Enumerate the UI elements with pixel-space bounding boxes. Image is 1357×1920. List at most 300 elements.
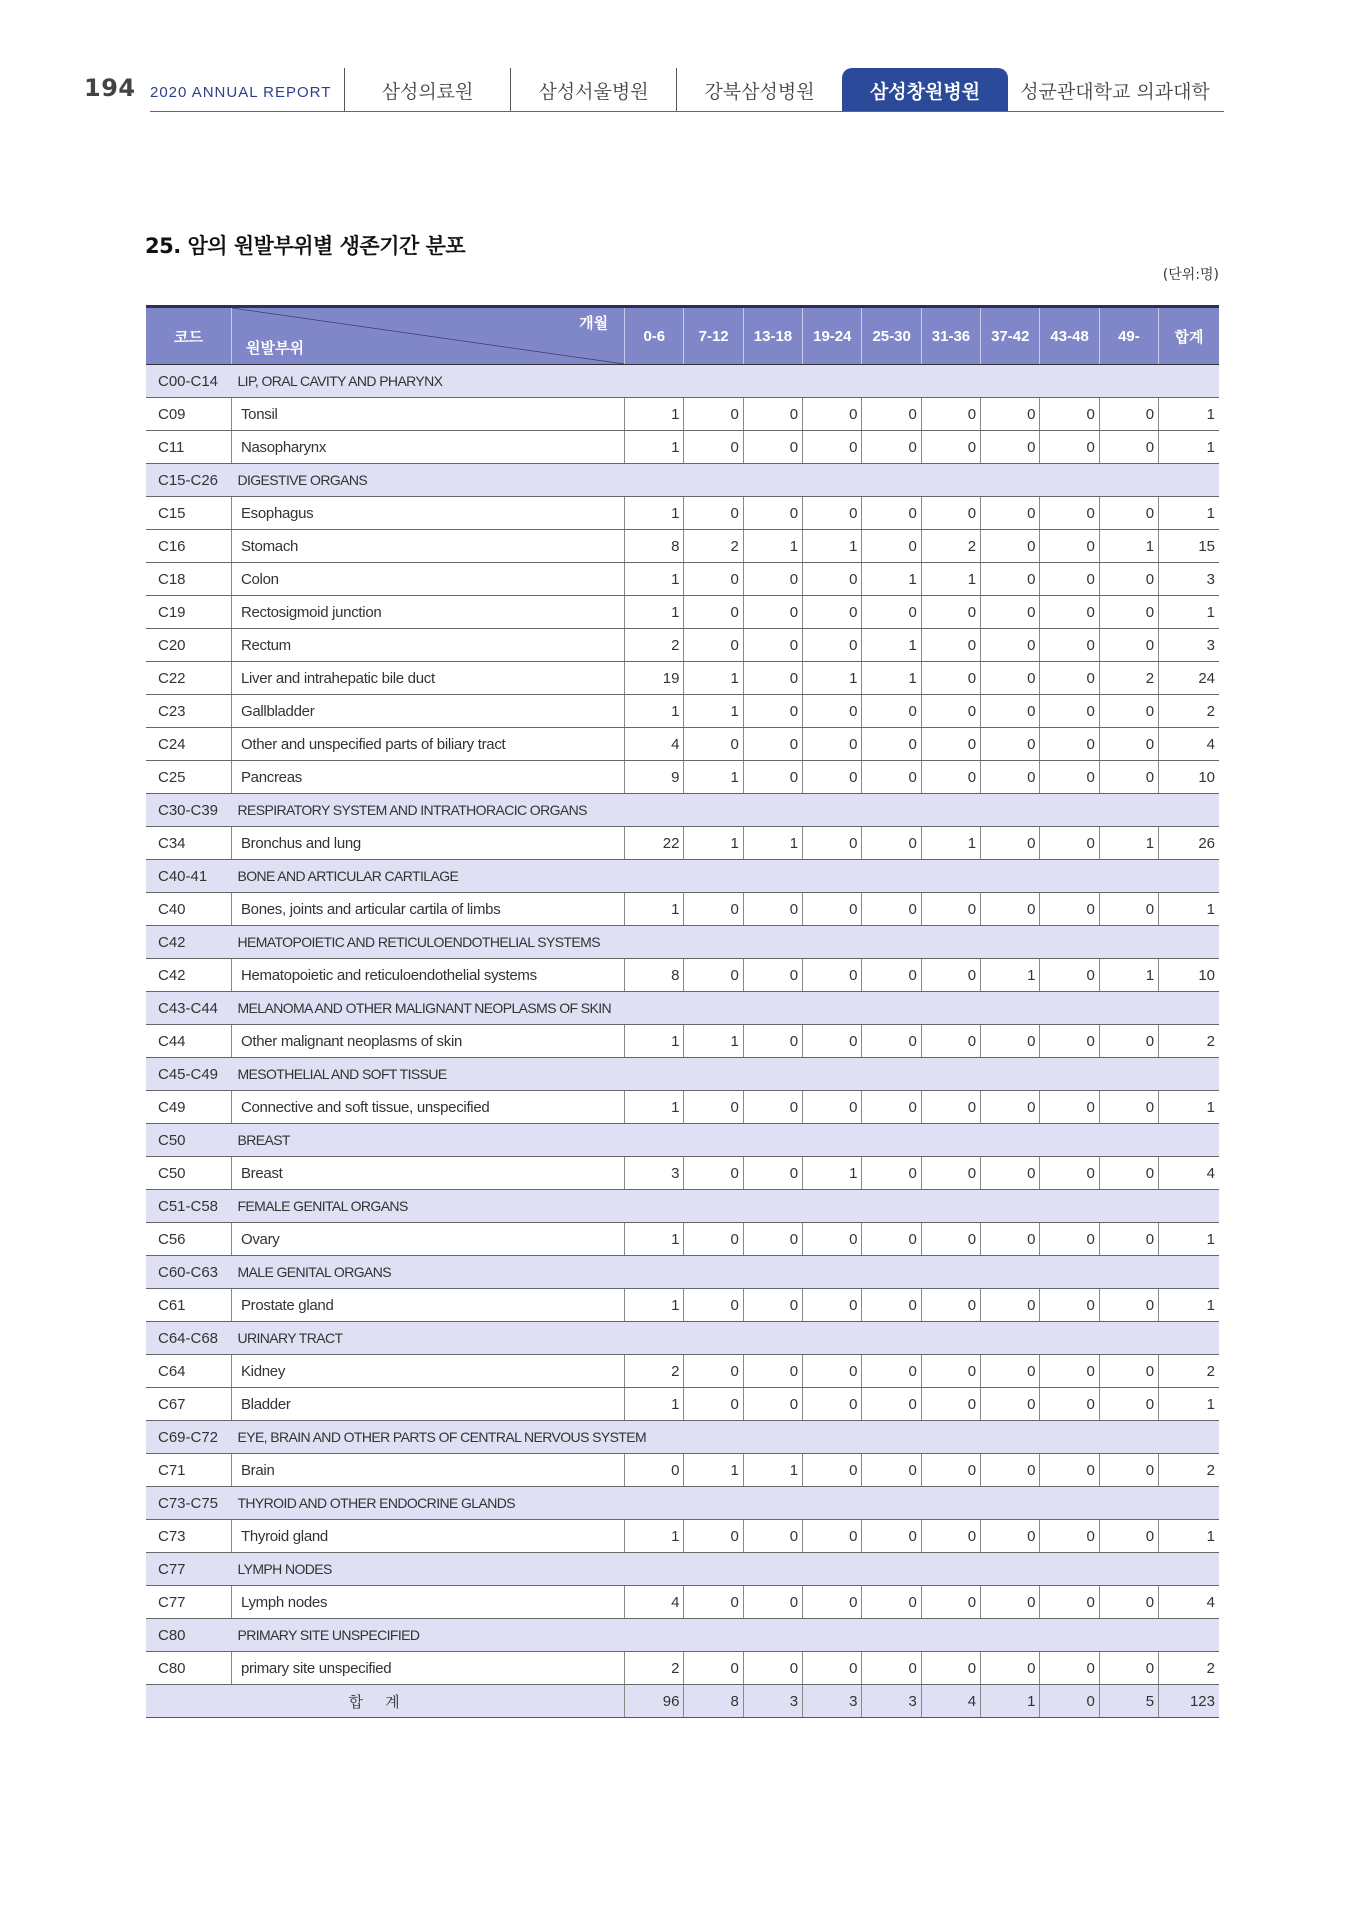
row-total-cell: 10	[1159, 761, 1219, 794]
count-cell: 0	[981, 1652, 1040, 1685]
count-cell: 8	[625, 530, 684, 563]
count-cell: 0	[743, 1586, 802, 1619]
row-total-cell: 1	[1159, 497, 1219, 530]
count-cell: 0	[743, 497, 802, 530]
count-cell: 0	[684, 398, 743, 431]
count-cell: 0	[803, 1652, 862, 1685]
count-cell: 2	[625, 1652, 684, 1685]
site-code: C09	[146, 398, 231, 431]
site-code: C42	[146, 959, 231, 992]
site-name: Prostate gland	[231, 1289, 624, 1322]
table-row	[146, 1025, 1219, 1058]
table-row	[146, 662, 1219, 695]
survival-table	[146, 305, 1219, 1718]
count-cell: 0	[1040, 1586, 1099, 1619]
count-cell: 1	[625, 563, 684, 596]
count-cell: 1	[803, 530, 862, 563]
count-cell: 0	[743, 563, 802, 596]
row-total-cell: 4	[1159, 1157, 1219, 1190]
group-row	[146, 1058, 1219, 1091]
count-cell: 0	[862, 1520, 921, 1553]
table-row	[146, 1289, 1219, 1322]
count-cell: 0	[743, 662, 802, 695]
count-cell: 0	[743, 1289, 802, 1322]
month-column-header: 37-42	[981, 307, 1040, 365]
count-cell: 0	[743, 1091, 802, 1124]
count-cell: 0	[684, 1355, 743, 1388]
count-cell: 0	[921, 1586, 980, 1619]
count-cell: 1	[684, 662, 743, 695]
nav-tab-1[interactable]: 삼성의료원	[344, 68, 510, 112]
count-cell: 0	[1040, 761, 1099, 794]
row-total-cell: 2	[1159, 1025, 1219, 1058]
total-cell: 0	[1040, 1685, 1099, 1718]
count-cell: 0	[684, 1289, 743, 1322]
count-cell: 1	[1099, 530, 1158, 563]
site-code: C19	[146, 596, 231, 629]
site-code: C16	[146, 530, 231, 563]
count-cell: 0	[981, 728, 1040, 761]
count-cell: 0	[684, 596, 743, 629]
count-cell: 0	[1040, 959, 1099, 992]
row-total-cell: 1	[1159, 1091, 1219, 1124]
count-cell: 0	[981, 1025, 1040, 1058]
count-cell: 0	[1040, 497, 1099, 530]
count-cell: 0	[803, 959, 862, 992]
nav-tab-2[interactable]: 삼성서울병원	[510, 68, 676, 112]
count-cell: 1	[625, 893, 684, 926]
count-cell: 1	[921, 827, 980, 860]
site-name: Liver and intrahepatic bile duct	[231, 662, 624, 695]
row-total-cell: 1	[1159, 893, 1219, 926]
month-column-header: 13-18	[743, 307, 802, 365]
group-name: HEMATOPOIETIC AND RETICULOENDOTHELIAL SYSTEMS	[231, 926, 1219, 959]
count-cell: 0	[862, 893, 921, 926]
site-name: Brain	[231, 1454, 624, 1487]
site-name: Esophagus	[231, 497, 624, 530]
count-cell: 1	[743, 1454, 802, 1487]
count-cell: 0	[981, 1388, 1040, 1421]
page-number: 194	[84, 74, 136, 102]
count-cell: 0	[1040, 431, 1099, 464]
row-total-cell: 2	[1159, 695, 1219, 728]
group-code: C73-C75	[146, 1487, 231, 1520]
count-cell: 0	[1040, 728, 1099, 761]
count-cell: 1	[862, 662, 921, 695]
site-name: Tonsil	[231, 398, 624, 431]
total-cell: 1	[981, 1685, 1040, 1718]
count-cell: 0	[862, 1586, 921, 1619]
count-cell: 0	[1040, 827, 1099, 860]
count-cell: 1	[625, 1025, 684, 1058]
count-cell: 0	[981, 1289, 1040, 1322]
count-cell: 0	[1099, 1355, 1158, 1388]
group-name: MESOTHELIAL AND SOFT TISSUE	[231, 1058, 1219, 1091]
count-cell: 0	[1040, 398, 1099, 431]
site-code: C44	[146, 1025, 231, 1058]
count-cell: 4	[625, 1586, 684, 1619]
count-cell: 0	[862, 1223, 921, 1256]
site-code: C22	[146, 662, 231, 695]
count-cell: 0	[1040, 662, 1099, 695]
table-row	[146, 497, 1219, 530]
count-cell: 0	[1040, 893, 1099, 926]
site-name: Lymph nodes	[231, 1586, 624, 1619]
count-cell: 0	[981, 1223, 1040, 1256]
count-cell: 1	[862, 563, 921, 596]
table-row	[146, 695, 1219, 728]
total-cell: 123	[1159, 1685, 1219, 1718]
count-cell: 0	[743, 1520, 802, 1553]
nav-tab-4[interactable]: 삼성창원병원	[842, 68, 1008, 112]
count-cell: 0	[921, 398, 980, 431]
table-header-row	[146, 307, 1219, 365]
month-column-header: 7-12	[684, 307, 743, 365]
count-cell: 1	[743, 827, 802, 860]
table-row	[146, 1388, 1219, 1421]
count-cell: 1	[684, 1025, 743, 1058]
site-code: C24	[146, 728, 231, 761]
site-code: C71	[146, 1454, 231, 1487]
group-name: FEMALE GENITAL ORGANS	[231, 1190, 1219, 1223]
count-cell: 1	[1099, 959, 1158, 992]
count-cell: 0	[684, 959, 743, 992]
table-row	[146, 728, 1219, 761]
total-cell: 8	[684, 1685, 743, 1718]
group-row	[146, 1256, 1219, 1289]
total-cell: 3	[803, 1685, 862, 1718]
count-cell: 1	[625, 1223, 684, 1256]
count-cell: 0	[981, 827, 1040, 860]
count-cell: 0	[862, 1355, 921, 1388]
table-row	[146, 1091, 1219, 1124]
nav-tab-3[interactable]: 강북삼성병원	[676, 68, 842, 112]
count-cell: 0	[803, 431, 862, 464]
header-divider	[150, 111, 1224, 112]
total-label: 합계	[146, 1685, 625, 1718]
count-cell: 0	[1099, 1091, 1158, 1124]
site-name: Other and unspecified parts of biliary tract	[231, 728, 624, 761]
count-cell: 0	[1099, 695, 1158, 728]
table-row	[146, 1652, 1219, 1685]
count-cell: 0	[981, 530, 1040, 563]
count-cell: 1	[803, 662, 862, 695]
group-code: C51-C58	[146, 1190, 231, 1223]
group-row	[146, 926, 1219, 959]
count-cell: 0	[921, 893, 980, 926]
month-column-header: 49-	[1099, 307, 1158, 365]
row-total-cell: 1	[1159, 596, 1219, 629]
count-cell: 0	[981, 1520, 1040, 1553]
site-code: C23	[146, 695, 231, 728]
count-cell: 0	[921, 1520, 980, 1553]
count-cell: 0	[743, 1025, 802, 1058]
count-cell: 0	[684, 1652, 743, 1685]
count-cell: 0	[1040, 563, 1099, 596]
site-name: primary site unspecified	[231, 1652, 624, 1685]
count-cell: 1	[684, 695, 743, 728]
count-cell: 0	[1040, 1454, 1099, 1487]
count-cell: 0	[921, 1454, 980, 1487]
table-row	[146, 629, 1219, 662]
count-cell: 0	[803, 893, 862, 926]
site-code: C18	[146, 563, 231, 596]
count-cell: 4	[625, 728, 684, 761]
total-cell: 96	[625, 1685, 684, 1718]
site-code: C56	[146, 1223, 231, 1256]
count-cell: 0	[1099, 761, 1158, 794]
count-cell: 0	[1099, 431, 1158, 464]
count-cell: 0	[1040, 596, 1099, 629]
count-cell: 0	[1099, 629, 1158, 662]
count-cell: 0	[981, 1091, 1040, 1124]
table-row	[146, 959, 1219, 992]
month-column-header: 31-36	[921, 307, 980, 365]
row-total-cell: 26	[1159, 827, 1219, 860]
count-cell: 0	[981, 761, 1040, 794]
count-cell: 0	[921, 1025, 980, 1058]
count-cell: 0	[862, 530, 921, 563]
count-cell: 0	[743, 596, 802, 629]
group-code: C15-C26	[146, 464, 231, 497]
count-cell: 0	[803, 497, 862, 530]
group-code: C30-C39	[146, 794, 231, 827]
count-cell: 0	[1040, 1025, 1099, 1058]
count-cell: 0	[803, 1025, 862, 1058]
group-row	[146, 794, 1219, 827]
count-cell: 1	[625, 596, 684, 629]
count-cell: 0	[684, 1223, 743, 1256]
count-cell: 0	[684, 1388, 743, 1421]
count-cell: 0	[803, 1586, 862, 1619]
group-row	[146, 1421, 1219, 1454]
table-row	[146, 827, 1219, 860]
count-cell: 0	[921, 1091, 980, 1124]
count-cell: 0	[1099, 563, 1158, 596]
count-cell: 0	[803, 563, 862, 596]
count-cell: 0	[743, 695, 802, 728]
count-cell: 0	[1099, 1223, 1158, 1256]
count-cell: 0	[684, 893, 743, 926]
count-cell: 1	[625, 1520, 684, 1553]
count-cell: 1	[862, 629, 921, 662]
count-cell: 1	[625, 431, 684, 464]
site-name: Rectosigmoid junction	[231, 596, 624, 629]
site-name: Rectum	[231, 629, 624, 662]
count-cell: 0	[684, 1586, 743, 1619]
group-name: LYMPH NODES	[231, 1553, 1219, 1586]
row-total-cell: 1	[1159, 1289, 1219, 1322]
count-cell: 1	[625, 1388, 684, 1421]
site-name: Bronchus and lung	[231, 827, 624, 860]
group-row	[146, 1322, 1219, 1355]
count-cell: 1	[803, 1157, 862, 1190]
count-cell: 2	[684, 530, 743, 563]
count-cell: 0	[1099, 1025, 1158, 1058]
count-cell: 0	[981, 1454, 1040, 1487]
row-total-cell: 1	[1159, 1388, 1219, 1421]
group-name: MELANOMA AND OTHER MALIGNANT NEOPLASMS OF SKIN	[231, 992, 1219, 1025]
group-code: C64-C68	[146, 1322, 231, 1355]
row-total-cell: 1	[1159, 1223, 1219, 1256]
count-cell: 8	[625, 959, 684, 992]
count-cell: 1	[684, 827, 743, 860]
count-cell: 0	[684, 629, 743, 662]
row-total-cell: 15	[1159, 530, 1219, 563]
month-column-header: 합계	[1159, 307, 1219, 365]
count-cell: 0	[981, 596, 1040, 629]
count-cell: 0	[1040, 1223, 1099, 1256]
group-name: LIP, ORAL CAVITY AND PHARYNX	[231, 365, 1219, 398]
count-cell: 1	[684, 1454, 743, 1487]
total-row	[146, 1685, 1219, 1718]
count-cell: 0	[981, 695, 1040, 728]
page-header	[84, 66, 1224, 112]
count-cell: 0	[981, 497, 1040, 530]
row-total-cell: 1	[1159, 1520, 1219, 1553]
count-cell: 0	[743, 629, 802, 662]
count-cell: 1	[625, 1289, 684, 1322]
count-cell: 0	[803, 596, 862, 629]
count-cell: 0	[1099, 497, 1158, 530]
group-row	[146, 464, 1219, 497]
group-row	[146, 992, 1219, 1025]
count-cell: 0	[803, 728, 862, 761]
count-cell: 0	[1040, 695, 1099, 728]
total-cell: 5	[1099, 1685, 1158, 1718]
table-row	[146, 530, 1219, 563]
group-code: C00-C14	[146, 365, 231, 398]
count-cell: 0	[1040, 1157, 1099, 1190]
row-total-cell: 2	[1159, 1652, 1219, 1685]
table-row	[146, 563, 1219, 596]
count-cell: 2	[921, 530, 980, 563]
table-row	[146, 1355, 1219, 1388]
site-name: Kidney	[231, 1355, 624, 1388]
count-cell: 0	[743, 1388, 802, 1421]
count-cell: 0	[684, 1520, 743, 1553]
site-code: C40	[146, 893, 231, 926]
count-cell: 0	[743, 728, 802, 761]
site-name: Thyroid gland	[231, 1520, 624, 1553]
count-cell: 0	[921, 761, 980, 794]
count-cell: 0	[1099, 893, 1158, 926]
table-row	[146, 1223, 1219, 1256]
count-cell: 0	[981, 893, 1040, 926]
count-cell: 0	[803, 1454, 862, 1487]
count-cell: 0	[921, 728, 980, 761]
count-cell: 0	[981, 1586, 1040, 1619]
count-cell: 0	[981, 629, 1040, 662]
count-cell: 0	[1040, 1091, 1099, 1124]
count-cell: 0	[1099, 1388, 1158, 1421]
count-cell: 1	[981, 959, 1040, 992]
count-cell: 0	[1099, 728, 1158, 761]
count-cell: 0	[921, 629, 980, 662]
count-cell: 0	[921, 431, 980, 464]
month-column-header: 0-6	[625, 307, 684, 365]
count-cell: 0	[684, 728, 743, 761]
table-row	[146, 893, 1219, 926]
count-cell: 2	[625, 629, 684, 662]
group-code: C42	[146, 926, 231, 959]
count-cell: 0	[803, 1223, 862, 1256]
site-code: C64	[146, 1355, 231, 1388]
group-code: C45-C49	[146, 1058, 231, 1091]
total-cell: 4	[921, 1685, 980, 1718]
count-cell: 0	[743, 893, 802, 926]
row-total-cell: 1	[1159, 431, 1219, 464]
row-total-cell: 1	[1159, 398, 1219, 431]
count-cell: 0	[862, 596, 921, 629]
count-cell: 0	[921, 1157, 980, 1190]
count-cell: 0	[743, 959, 802, 992]
count-cell: 0	[981, 662, 1040, 695]
group-name: BONE AND ARTICULAR CARTILAGE	[231, 860, 1219, 893]
site-name: Other malignant neoplasms of skin	[231, 1025, 624, 1058]
total-cell: 3	[743, 1685, 802, 1718]
count-cell: 0	[1040, 1355, 1099, 1388]
count-cell: 0	[803, 827, 862, 860]
count-cell: 1	[625, 398, 684, 431]
count-cell: 0	[803, 1289, 862, 1322]
count-cell: 0	[862, 1454, 921, 1487]
count-cell: 0	[1099, 596, 1158, 629]
count-cell: 0	[803, 1355, 862, 1388]
site-code: C11	[146, 431, 231, 464]
count-cell: 0	[803, 761, 862, 794]
site-name: Colon	[231, 563, 624, 596]
count-cell: 1	[1099, 827, 1158, 860]
month-column-header: 19-24	[803, 307, 862, 365]
group-name: DIGESTIVE ORGANS	[231, 464, 1219, 497]
row-total-cell: 10	[1159, 959, 1219, 992]
count-cell: 0	[862, 1091, 921, 1124]
month-header-label: 개월	[579, 315, 609, 332]
table-body	[146, 365, 1219, 1718]
nav-tab-5[interactable]: 성균관대학교 의과대학	[1020, 80, 1210, 103]
table-row	[146, 1157, 1219, 1190]
count-cell: 0	[1099, 398, 1158, 431]
site-name: Bones, joints and articular cartila of limbs	[231, 893, 624, 926]
row-total-cell: 3	[1159, 563, 1219, 596]
count-cell: 0	[743, 1223, 802, 1256]
month-column-header: 43-48	[1040, 307, 1099, 365]
count-cell: 0	[862, 1025, 921, 1058]
count-cell: 0	[803, 1388, 862, 1421]
count-cell: 0	[921, 695, 980, 728]
group-row	[146, 1487, 1219, 1520]
count-cell: 3	[625, 1157, 684, 1190]
count-cell: 0	[921, 662, 980, 695]
count-cell: 1	[684, 761, 743, 794]
group-code: C60-C63	[146, 1256, 231, 1289]
count-cell: 2	[1099, 662, 1158, 695]
group-name: URINARY TRACT	[231, 1322, 1219, 1355]
count-cell: 0	[1099, 1289, 1158, 1322]
group-row	[146, 1124, 1219, 1157]
count-cell: 0	[862, 827, 921, 860]
count-cell: 0	[743, 761, 802, 794]
count-cell: 1	[743, 530, 802, 563]
site-name: Connective and soft tissue, unspecified	[231, 1091, 624, 1124]
count-cell: 0	[625, 1454, 684, 1487]
row-total-cell: 24	[1159, 662, 1219, 695]
count-cell: 0	[1040, 629, 1099, 662]
count-cell: 0	[981, 398, 1040, 431]
count-cell: 0	[921, 1289, 980, 1322]
month-column-header: 25-30	[862, 307, 921, 365]
